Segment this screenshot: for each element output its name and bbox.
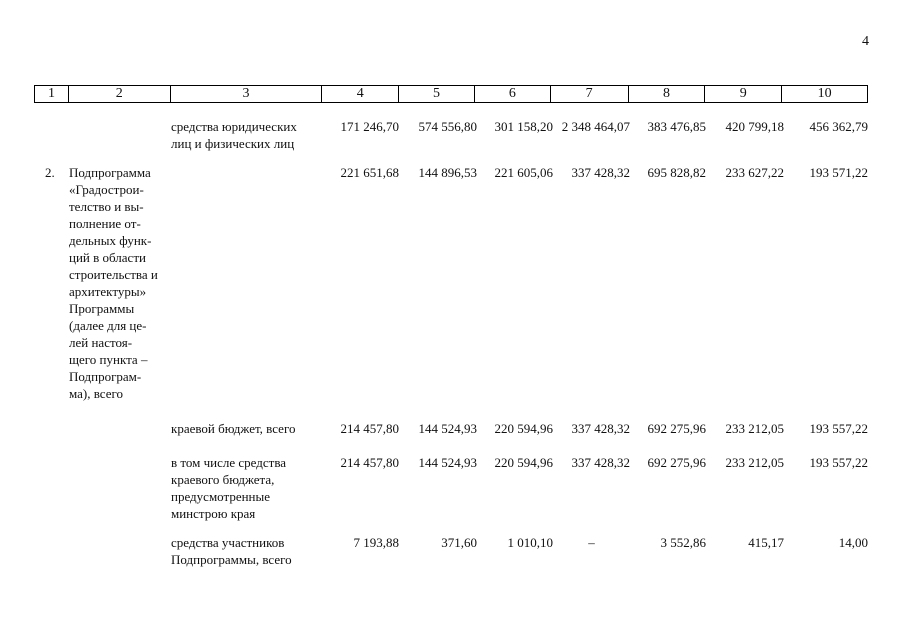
row-1-value-col5: 144 896,53 [418,165,477,180]
row-4-value-col6: 1 010,10 [507,535,553,550]
header-col-8: 8 [629,86,706,102]
page-number: 4 [862,34,869,49]
row-1-name-line-12: щего пункта – [69,352,148,367]
header-col-1: 1 [35,86,69,102]
row-0-desc-line-1: средства юридических [171,119,297,134]
row-0-value-col9: 420 799,18 [725,119,784,134]
row-1-name-line-13: Подпрограм- [69,369,142,384]
row-0-value-col7: 2 348 464,07 [561,119,630,134]
header-col-6: 6 [475,86,551,102]
row-2-value-col7: 337 428,32 [571,421,630,436]
row-3-desc-line-4: минстрою края [171,506,256,521]
row-1-name-line-1: Подпрограмма [69,165,151,180]
header-col-7: 7 [551,86,629,102]
row-3-value-col4: 214 457,80 [340,455,399,470]
header-col-10: 10 [817,86,832,101]
row-0-value-col8: 383 476,85 [647,119,706,134]
row-1-name-line-9: Программы [69,301,135,316]
row-1-name-line-11: лей настоя- [69,335,133,350]
header-col-9: 9 [705,86,782,102]
row-4-value-col4: 7 193,88 [353,535,399,550]
row-1-value-col4: 221 651,68 [340,165,399,180]
row-2-value-col8: 692 275,96 [647,421,706,436]
row-1-value-col7: 337 428,32 [571,165,630,180]
row-1-name-line-10: (далее для це- [69,318,147,333]
row-1-name-line-14: ма), всего [69,386,124,401]
row-2-value-col10: 193 557,22 [809,421,868,436]
row-4-value-col9: 415,17 [748,535,784,550]
table-header [34,85,868,103]
row-3-value-col7: 337 428,32 [571,455,630,470]
row-4-description [171,534,320,568]
row-2-value-col5: 144 524,93 [418,421,477,436]
header-col-2: 2 [69,86,171,102]
row-1-value-col10: 193 571,22 [809,165,868,180]
row-0-desc-line-2: лиц и физических лиц [171,136,295,151]
row-0-value-col4: 171 246,70 [340,119,399,134]
row-3-value-col5: 144 524,93 [418,455,477,470]
header-col-5: 5 [399,86,475,102]
row-0-description [171,118,320,152]
row-2-value-col9: 233 212,05 [725,421,784,436]
header-col-3: 3 [171,86,323,102]
row-3-value-col10: 193 557,22 [809,455,868,470]
row-1-name-line-4: полнение от- [69,216,141,231]
row-1-value-col6: 221 605,06 [494,165,553,180]
row-1-name [69,164,172,402]
row-3-desc-line-3: предусмотренные [171,489,271,504]
row-1-name-line-8: архитектуры» [69,284,147,299]
row-2-description: краевой бюджет, всего [171,421,296,436]
row-1-value-col8: 695 828,82 [647,165,706,180]
row-2-value-col4: 214 457,80 [340,421,399,436]
row-4-value-col5: 371,60 [441,535,477,550]
row-1-name-line-3: телство и вы- [69,199,144,214]
row-3-description [171,454,320,522]
row-3-value-col6: 220 594,96 [494,455,553,470]
row-3-desc-line-2: краевого бюджета, [171,472,275,487]
row-0-value-col10: 456 362,79 [809,119,868,134]
row-4-value-col10: 14,00 [838,535,868,550]
row-3-value-col9: 233 212,05 [725,455,784,470]
row-1-number: 2. [45,165,55,180]
row-1-value-col9: 233 627,22 [725,165,784,180]
row-4-value-col7: – [588,535,595,550]
row-4-value-col8: 3 552,86 [660,535,706,550]
row-1-name-line-6: ций в области [69,250,146,265]
row-1-name-line-7: строительства и [69,267,158,282]
row-1-name-line-5: дельных функ- [69,233,152,248]
row-3-value-col8: 692 275,96 [647,455,706,470]
row-0-value-col6: 301 158,20 [494,119,553,134]
row-2-value-col6: 220 594,96 [494,421,553,436]
row-4-desc-line-1: средства участников [171,535,285,550]
row-1-name-line-2: «Градострои- [69,182,144,197]
header-col-4: 4 [322,86,399,102]
row-3-desc-line-1: в том числе средства [171,455,287,470]
row-4-desc-line-2: Подпрограммы, всего [171,552,292,567]
row-0-value-col5: 574 556,80 [418,119,477,134]
